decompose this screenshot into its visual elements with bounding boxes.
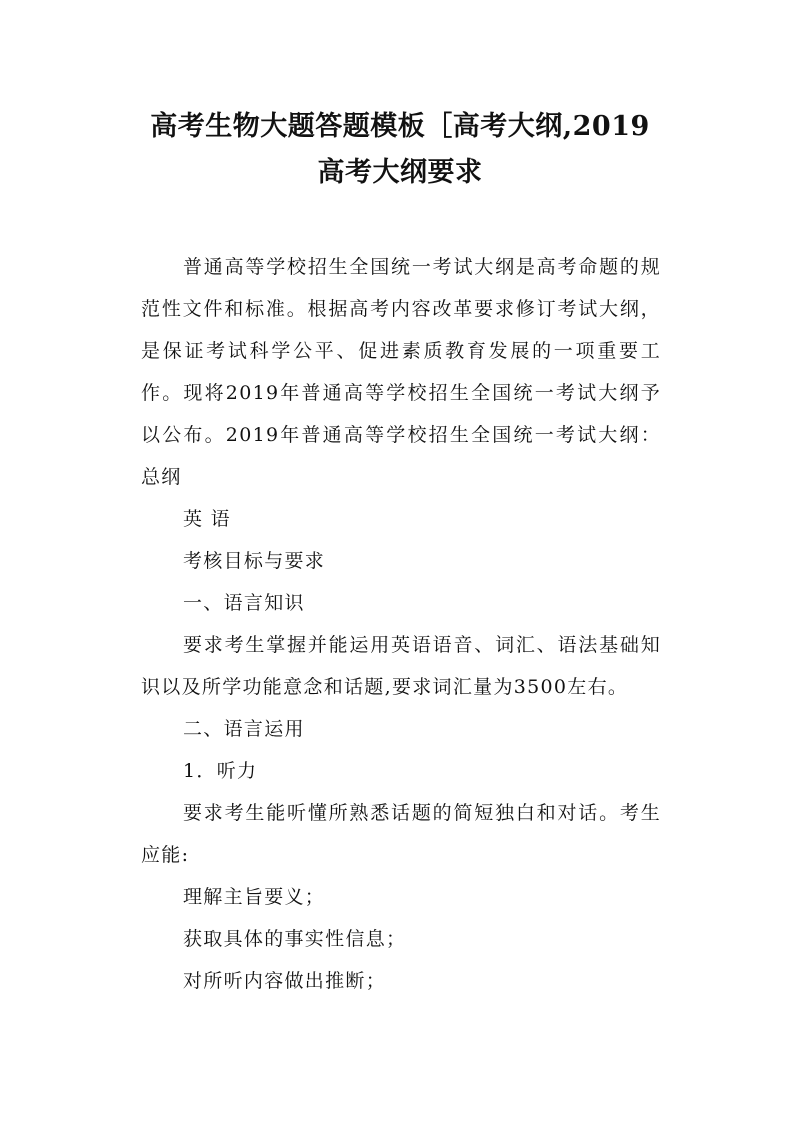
paragraph-heading-knowledge: 一、语言知识 [183, 592, 305, 614]
list-item-main-idea: 理解主旨要义； [183, 886, 326, 908]
paragraph-intro: 普通高等学校招生全国统一考试大纲是高考命题的规范性文件和标准。根据高考内容改革要求修订考试大纲，是保证考试科学公平、促进素质教育发展的一项重要工作。现将2019年普通高等学校招生全国统一考试大纲予以公布。2019年普通高等学校招生全国统一考试大纲：总纲 [141, 256, 661, 488]
document-title [100, 104, 700, 196]
paragraph-heading-goals: 考核目标与要求 [183, 550, 326, 572]
list-item-inference: 对所听内容做出推断； [183, 970, 387, 992]
list-item-facts: 获取具体的事实性信息； [183, 928, 407, 950]
title-line-2: 高考大纲要求 [317, 157, 483, 188]
paragraph-knowledge: 要求考生掌握并能运用英语语音、词汇、语法基础知识以及所学功能意念和话题,要求词汇量为3500左右。 [141, 634, 661, 698]
title-line-1: 高考生物大题答题模板［高考大纲,2019 [150, 111, 650, 142]
document-body [141, 246, 661, 1002]
paragraph-listening: 要求考生能听懂所熟悉话题的简短独白和对话。考生应能: [141, 802, 661, 866]
paragraph-heading-listening: 1．听力 [183, 760, 258, 782]
paragraph-heading-usage: 二、语言运用 [183, 718, 305, 740]
paragraph-subject: 英 语 [183, 508, 231, 530]
